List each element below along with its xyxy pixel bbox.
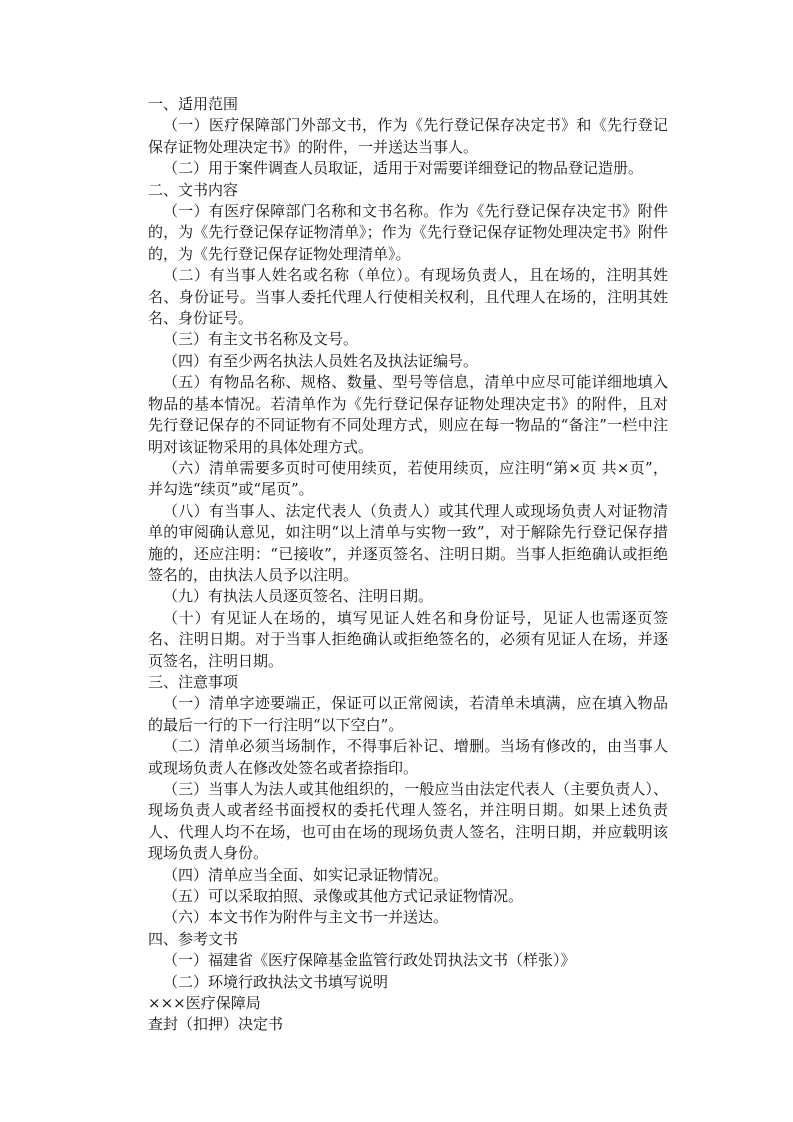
paragraph: （二）清单必须当场制作，不得事后补记、增删。当场有修改的，由当事人或现场负责人在修改处签名或者捺指印。 xyxy=(148,737,668,777)
paragraph: （五）可以采取拍照、录像或其他方式记录证物情况。 xyxy=(163,887,524,906)
paragraph: （十）有见证人在场的，填写见证人姓名和身份证号，见证人也需逐页签名、注明日期。对于当事人拒绝确认或拒绝签名的，必须有见证人在场，并逐页签名，注明日期。 xyxy=(148,608,668,670)
section-heading-scope: 一、适用范围 xyxy=(148,95,239,113)
paragraph: （四）有至少两名执法人员姓名及执法证编号。 xyxy=(163,351,479,370)
paragraph: （一）清单字迹要端正，保证可以正常阅读，若清单未填满，应在填入物品的最后一行的下一行注明“以下空白”。 xyxy=(148,694,668,734)
document-title: 查封（扣押）决定书 xyxy=(148,1015,284,1034)
paragraph: （六）清单需要多页时可使用续页，若使用续页，应注明“第×页 共×页”，并勾选“续页”或“尾页”。 xyxy=(148,458,668,499)
paragraph: （九）有执法人员逐页签名、注明日期。 xyxy=(163,587,434,606)
paragraph: （二）用于案件调查人员取证，适用于对需要详细登记的物品登记造册。 xyxy=(163,159,644,178)
paragraph: （二）有当事人姓名或名称（单位）。有现场负责人，且在场的，注明其姓名、身份证号。当事人委托代理人行使相关权利，且代理人在场的，注明其姓名、身份证号。 xyxy=(148,266,668,328)
section-heading-notes: 三、注意事项 xyxy=(148,672,239,691)
paragraph: （一）有医疗保障部门名称和文书名称。作为《先行登记保存决定书》附件的，为《先行登记保存证物清单》；作为《先行登记保存证物处理决定书》附件的，为《先行登记保存证物处理清单》。 xyxy=(148,202,668,263)
paragraph: （五）有物品名称、规格、数量、型号等信息，清单中应尽可能详细地填入物品的基本情况。若清单作为《先行登记保存证物处理决定书》的附件，且对先行登记保存的不同证物有不同处理方式，则应在每一物品的“备注”一栏中注明对该证物采用的具体处理方式。 xyxy=(148,373,668,456)
document-body xyxy=(148,94,668,1036)
paragraph: （四）清单应当全面、如实记录证物情况。 xyxy=(163,865,449,884)
section-heading-content: 二、文书内容 xyxy=(148,180,239,199)
section-heading-references: 四、参考文书 xyxy=(148,929,239,948)
paragraph: （二）环境行政执法文书填写说明 xyxy=(163,972,389,991)
paragraph: （一）医疗保障部门外部文书，作为《先行登记保存决定书》和《先行登记保存证物处理决定书》的附件，一并送达当事人。 xyxy=(148,116,668,156)
issuing-agency: ×××医疗保障局 xyxy=(148,994,261,1013)
paragraph: （八）有当事人、法定代表人（负责人）或其代理人或现场负责人对证物清单的审阅确认意见，如注明“以上清单与实物一致”，对于解除先行登记保存措施的，还应注明：“已接收”，并逐页签名、注明日期。当事人拒绝确认或拒绝签名的，由执法人员予以注明。 xyxy=(148,501,668,584)
paragraph: （一）福建省《医疗保障基金监管行政处罚执法文书（样张）》 xyxy=(163,951,576,970)
paragraph: （三）当事人为法人或其他组织的，一般应当由法定代表人（主要负责人）、现场负责人或者经书面授权的委托代理人签名，并注明日期。如果上述负责人、代理人均不在场，也可由在场的现场负责人签名，注明日期，并应载明该现场负责人身份。 xyxy=(148,780,668,863)
paragraph: （三）有主文书名称及文号。 xyxy=(163,330,359,349)
paragraph: （六）本文书作为附件与主文书一并送达。 xyxy=(163,908,449,927)
